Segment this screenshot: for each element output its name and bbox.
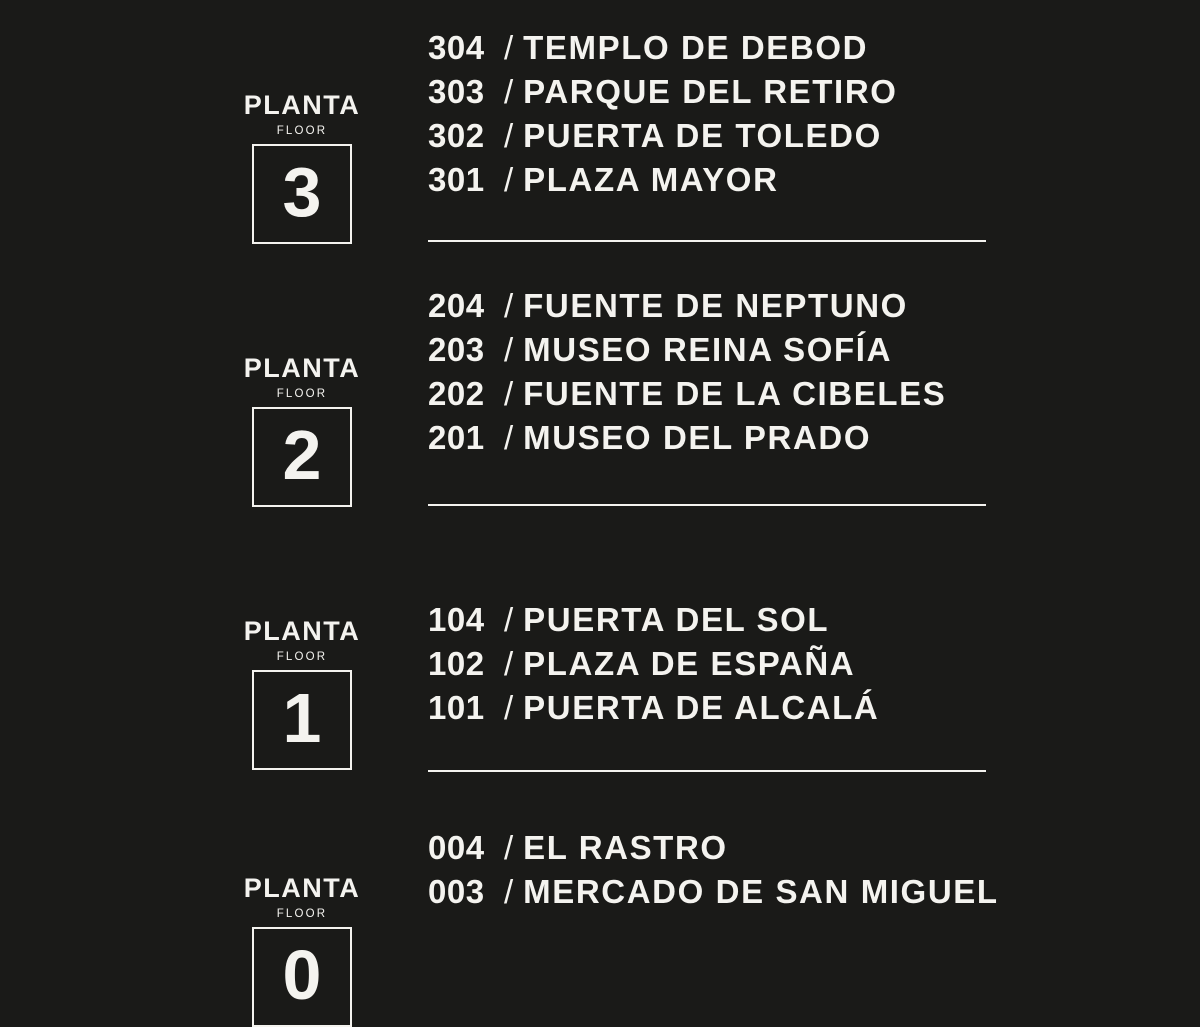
marker-planta-label: PLANTA [243, 873, 361, 903]
marker-planta-label: PLANTA [243, 90, 361, 120]
entry-separator: / [504, 689, 514, 726]
entry-name: FUENTE DE NEPTUNO [523, 287, 908, 324]
entry-name: PARQUE DEL RETIRO [523, 73, 898, 110]
entry-code: 303 [428, 73, 485, 110]
marker-number: 1 [282, 679, 322, 757]
entry-separator: / [504, 29, 514, 66]
floor-listing-3 [428, 26, 988, 202]
section-divider [428, 770, 986, 772]
entry-name: EL RASTRO [523, 829, 728, 866]
marker-number-box [252, 927, 352, 1027]
marker-number-box [252, 670, 352, 770]
entry-separator: / [504, 161, 514, 198]
marker-floor-label: FLOOR [276, 125, 328, 137]
entry-separator: / [504, 601, 514, 638]
entry-code: 004 [428, 829, 485, 866]
entry-separator: / [504, 375, 514, 412]
floor-marker-3 [222, 92, 382, 244]
list-item[interactable] [428, 642, 988, 686]
entry-code: 003 [428, 873, 485, 910]
list-item[interactable] [428, 416, 988, 460]
entry-name: FUENTE DE LA CIBELES [523, 375, 947, 412]
list-item[interactable] [428, 686, 988, 730]
entry-code: 104 [428, 601, 485, 638]
entry-name: PLAZA MAYOR [523, 161, 779, 198]
floor-listing-2 [428, 284, 988, 460]
entry-code: 201 [428, 419, 485, 456]
floor-listing-0 [428, 826, 999, 914]
entry-name: TEMPLO DE DEBOD [523, 29, 869, 66]
entry-separator: / [504, 287, 514, 324]
list-item[interactable] [428, 70, 988, 114]
list-item[interactable] [428, 372, 988, 416]
entry-code: 301 [428, 161, 485, 198]
entry-name: PLAZA DE ESPAÑA [523, 645, 856, 682]
entry-code: 203 [428, 331, 485, 368]
marker-number-box [252, 407, 352, 507]
list-item[interactable] [428, 328, 988, 372]
entry-name: MUSEO DEL PRADO [523, 419, 872, 456]
entry-separator: / [504, 117, 514, 154]
list-item[interactable] [428, 870, 999, 914]
entry-separator: / [504, 645, 514, 682]
entry-separator: / [504, 419, 514, 456]
floor-marker-0 [222, 875, 382, 1027]
entry-name: PUERTA DE ALCALÁ [523, 689, 880, 726]
entry-code: 304 [428, 29, 485, 66]
entry-code: 102 [428, 645, 485, 682]
list-item[interactable] [428, 158, 988, 202]
entry-separator: / [504, 73, 514, 110]
marker-number: 0 [282, 936, 322, 1014]
entry-name: PUERTA DE TOLEDO [523, 117, 882, 154]
floor-listing-1 [428, 598, 988, 730]
marker-floor-label: FLOOR [276, 908, 328, 920]
floor-marker-1 [222, 618, 382, 770]
entry-name: MERCADO DE SAN MIGUEL [523, 873, 999, 910]
list-item[interactable] [428, 114, 988, 158]
marker-floor-label: FLOOR [276, 388, 328, 400]
entry-code: 202 [428, 375, 485, 412]
entry-separator: / [504, 829, 514, 866]
list-item[interactable] [428, 26, 988, 70]
section-divider [428, 240, 986, 242]
section-divider [428, 504, 986, 506]
list-item[interactable] [428, 284, 988, 328]
entry-separator: / [504, 873, 514, 910]
entry-separator: / [504, 331, 514, 368]
list-item[interactable] [428, 826, 988, 870]
entry-code: 101 [428, 689, 485, 726]
floor-marker-2 [222, 355, 382, 507]
entry-code: 302 [428, 117, 485, 154]
entry-name: PUERTA DEL SOL [523, 601, 830, 638]
marker-planta-label: PLANTA [243, 353, 361, 383]
list-item[interactable] [428, 598, 988, 642]
marker-planta-label: PLANTA [243, 616, 361, 646]
marker-number: 3 [282, 153, 322, 231]
entry-name: MUSEO REINA SOFÍA [523, 331, 893, 368]
marker-floor-label: FLOOR [276, 651, 328, 663]
marker-number: 2 [282, 416, 322, 494]
marker-number-box [252, 144, 352, 244]
entry-code: 204 [428, 287, 485, 324]
